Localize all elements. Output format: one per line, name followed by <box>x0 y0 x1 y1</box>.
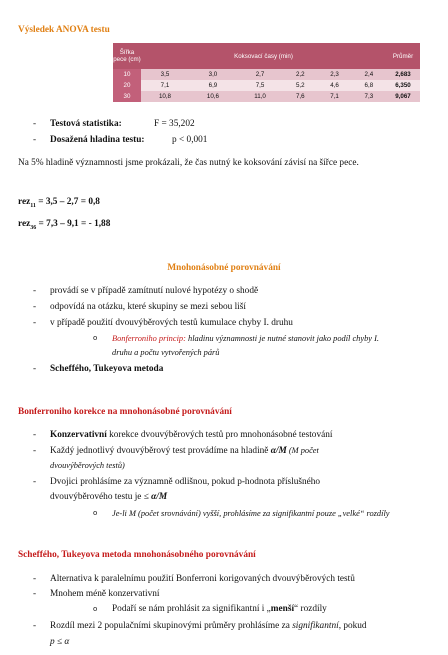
table-cell: 2,3 <box>317 69 351 80</box>
table-cell-average: 9,067 <box>386 91 420 102</box>
table-cell: 6,8 <box>352 80 386 91</box>
conclusion-text: Na 5% hladině významnosti jsme prokázali, že čas nutný ke koksování závisí na šířce pece. <box>18 158 359 168</box>
p-value-value: p < 0,001 <box>172 135 208 145</box>
list-dash: - <box>33 574 37 584</box>
list-item-cont: dvouvýběrových testů) <box>50 461 125 470</box>
p-value-label: Dosažená hladina testu: <box>50 135 145 145</box>
table-cell: 2,4 <box>352 69 386 80</box>
list-dash: - <box>33 589 37 599</box>
list-item-cont: p ≤ α <box>50 637 70 647</box>
table-cell: 10,8 <box>141 91 189 102</box>
section-title-multiple-comparisons: Mnohonásobné porovnávání <box>167 263 281 273</box>
bonferroni-principle-cont: druhu a počtu vytvořených párů <box>112 348 220 357</box>
f-stat-value: F = 35,202 <box>154 119 195 129</box>
list-item: Konzervativní korekce dvouvýběrových testů pro mnohonásobné testování <box>50 430 333 440</box>
list-item: v případě použití dvouvýběrových testů kumulace chyby I. druhu <box>50 318 293 328</box>
list-dash: - <box>33 318 37 328</box>
column-header-average: Průměr <box>386 43 420 69</box>
list-item: Mnohem méně konzervativní <box>50 589 160 599</box>
sub-bullet-icon: o <box>93 509 98 517</box>
sub-bullet-icon: o <box>93 334 98 342</box>
f-stat-label: Testová statistika: <box>50 119 122 129</box>
table-row <box>113 69 420 80</box>
column-header-times: Koksovací časy (min) <box>141 43 386 69</box>
list-dash: - <box>33 286 37 296</box>
list-dash: - <box>33 302 37 312</box>
table-cell: 7,3 <box>352 91 386 102</box>
row-label: 30 <box>113 91 141 102</box>
anova-result-title: Výsledek ANOVA testu <box>18 25 110 35</box>
list-item: provádí se v případě zamítnutí nulové hypotézy o shodě <box>50 286 259 296</box>
list-dash: - <box>33 621 37 631</box>
table-cell: 7,6 <box>283 91 317 102</box>
table-cell: 7,1 <box>317 91 351 102</box>
list-item: odpovídá na otázku, které skupiny se mezi sebou liší <box>50 302 246 312</box>
rez-11: rez$_{11}$ = 3,5 – 2,7 = 0,8 <box>18 197 100 209</box>
column-header-width: Šířka pece (cm) <box>113 43 141 69</box>
bonferroni-principle: Bonferroniho princip: hladinu významnosti je nutné stanovit jako podíl chyby I. <box>112 334 379 343</box>
table-row <box>113 91 420 102</box>
table-cell: 2,2 <box>283 69 317 80</box>
row-label: 10 <box>113 69 141 80</box>
list-item: Každý jednotlivý dvouvýběrový test provádíme na hladině α/M (M počet <box>50 446 319 456</box>
table-cell: 7,1 <box>141 80 189 91</box>
table-cell: 7,5 <box>237 80 283 91</box>
bonferroni-note: Je-li M (počet srovnávání) vyšší, prohlásíme za signifikantní pouze „velké“ rozdíly <box>112 509 390 518</box>
list-item: Alternativa k paralelnímu použití Bonferroni korigovaných dvouvýběrových testů <box>50 574 355 584</box>
list-item-f-stat: - <box>33 119 37 129</box>
table-cell: 11,0 <box>237 91 283 102</box>
row-label: 20 <box>113 80 141 91</box>
section-title-scheffe: Scheffého, Tukeyova metoda mnohonásobného porovnávání <box>18 550 256 560</box>
list-dash: - <box>33 364 37 374</box>
scheffe-note: Podaří se nám prohlásit za signifikantní i „menší“ rozdíly <box>112 604 327 614</box>
list-dash: - <box>33 477 37 487</box>
table-row <box>113 80 420 91</box>
rez-36: rez$_{36}$ = 7,3 – 9,1 = - 1,88 <box>18 219 111 231</box>
table-cell: 3,5 <box>141 69 189 80</box>
table-cell-average: 6,350 <box>386 80 420 91</box>
list-dash: - <box>33 446 37 456</box>
section-title-bonferroni: Bonferroniho korekce na mnohonásobné porovnávání <box>18 407 232 417</box>
table-cell: 2,7 <box>237 69 283 80</box>
table-cell-average: 2,683 <box>386 69 420 80</box>
table-cell: 6,9 <box>189 80 237 91</box>
anova-data-table <box>113 43 420 102</box>
table-cell: 10,6 <box>189 91 237 102</box>
list-item: Rozdíl mezi 2 populačními skupinovými průměry prohlásíme za signifikantní, pokud <box>50 621 367 631</box>
list-item-methods: Scheffého, Tukeyova metoda <box>50 364 164 374</box>
table-cell: 5,2 <box>283 80 317 91</box>
list-dash: - <box>33 430 37 440</box>
list-item-cont: dvouvýběrového testu je ≤ α/M <box>50 492 168 502</box>
table-cell: 3,0 <box>189 69 237 80</box>
table-cell: 4,6 <box>317 80 351 91</box>
list-item: Dvojici prohlásíme za významně odlišnou, pokud p-hodnota příslušného <box>50 477 321 487</box>
sub-bullet-icon: o <box>93 605 98 613</box>
list-item-p-value: - <box>33 135 37 145</box>
